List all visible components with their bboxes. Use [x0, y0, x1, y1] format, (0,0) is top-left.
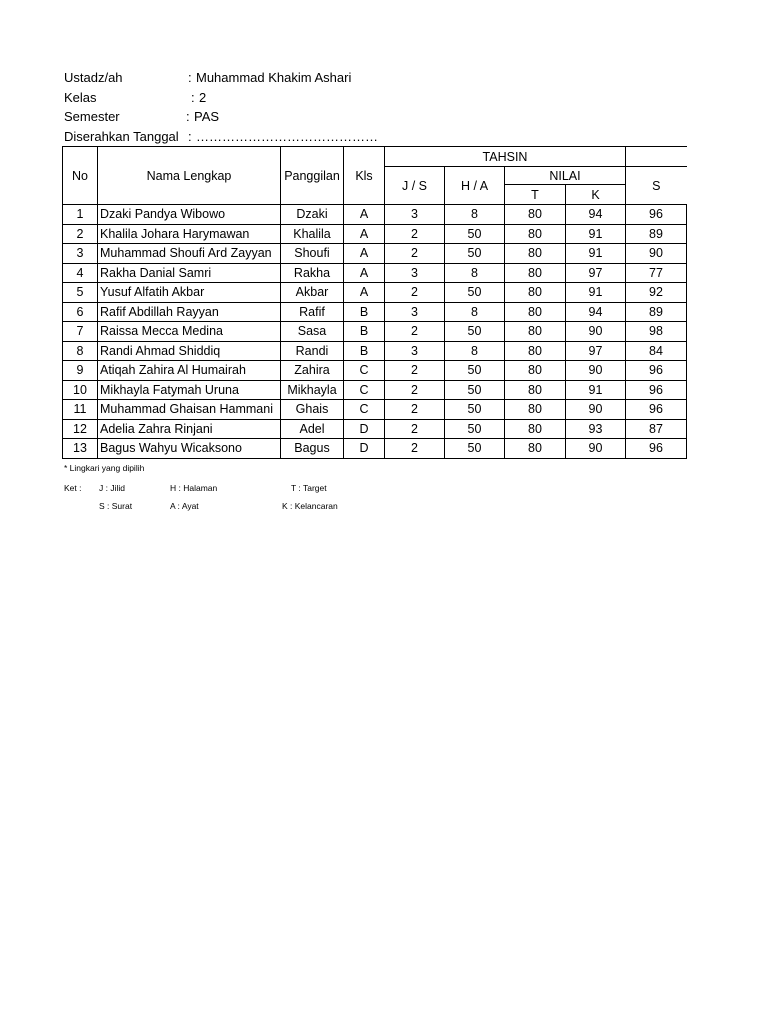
cell-kls: B — [344, 341, 385, 361]
cell-t: 80 — [505, 322, 566, 342]
col-header-nama-lengkap: Nama Lengkap — [98, 147, 281, 205]
table-row — [63, 341, 687, 361]
cell-nama-lengkap: Muhammad Shoufi Ard Zayyan — [98, 244, 281, 264]
cell-ha: 50 — [445, 283, 505, 303]
cell-ha: 50 — [445, 400, 505, 420]
cell-s: 89 — [626, 224, 687, 244]
cell-nama-lengkap: Muhammad Ghaisan Hammani — [98, 400, 281, 420]
cell-nama-lengkap: Adelia Zahra Rinjani — [98, 419, 281, 439]
header-value-tanggal: …………………………………… — [196, 128, 378, 144]
grades-table-body — [63, 205, 687, 459]
col-header-blank — [626, 147, 687, 167]
header-value-kelas: 2 — [199, 89, 207, 105]
cell-t: 80 — [505, 341, 566, 361]
cell-panggilan: Ghais — [281, 400, 344, 420]
col-header-tahsin: TAHSIN — [385, 147, 626, 167]
cell-s: 92 — [626, 283, 687, 303]
cell-ha: 50 — [445, 224, 505, 244]
cell-js: 2 — [385, 419, 445, 439]
col-header-kls: Kls — [344, 147, 385, 205]
cell-no: 10 — [63, 380, 98, 400]
report-header — [64, 68, 684, 146]
col-header-s: S — [626, 167, 687, 205]
cell-panggilan: Rafif — [281, 302, 344, 322]
cell-ha: 8 — [445, 302, 505, 322]
cell-k: 94 — [566, 302, 626, 322]
header-row-tanggal — [64, 127, 684, 147]
cell-nama-lengkap: Rakha Danial Samri — [98, 263, 281, 283]
cell-t: 80 — [505, 244, 566, 264]
cell-nama-lengkap: Bagus Wahyu Wicaksono — [98, 439, 281, 459]
cell-s: 98 — [626, 322, 687, 342]
cell-t: 80 — [505, 283, 566, 303]
cell-k: 91 — [566, 283, 626, 303]
cell-k: 91 — [566, 380, 626, 400]
cell-t: 80 — [505, 400, 566, 420]
ket-label: Ket : — [64, 483, 82, 493]
col-header-panggilan: Panggilan — [281, 147, 344, 205]
col-header-ha: H / A — [445, 167, 505, 205]
cell-panggilan: Randi — [281, 341, 344, 361]
col-header-no: No — [63, 147, 98, 205]
cell-panggilan: Mikhayla — [281, 380, 344, 400]
cell-ha: 8 — [445, 341, 505, 361]
cell-panggilan: Zahira — [281, 361, 344, 381]
cell-no: 12 — [63, 419, 98, 439]
cell-panggilan: Rakha — [281, 263, 344, 283]
cell-panggilan: Dzaki — [281, 205, 344, 225]
cell-no: 5 — [63, 283, 98, 303]
cell-no: 13 — [63, 439, 98, 459]
cell-kls: B — [344, 322, 385, 342]
cell-kls: C — [344, 361, 385, 381]
header-separator: : — [186, 109, 190, 124]
cell-nama-lengkap: Mikhayla Fatymah Uruna — [98, 380, 281, 400]
cell-js: 3 — [385, 302, 445, 322]
footnote: * Lingkari yang dipilih — [64, 463, 145, 473]
cell-ha: 8 — [445, 263, 505, 283]
cell-js: 2 — [385, 380, 445, 400]
cell-nama-lengkap: Randi Ahmad Shiddiq — [98, 341, 281, 361]
cell-s: 87 — [626, 419, 687, 439]
table-row — [63, 439, 687, 459]
cell-s: 96 — [626, 439, 687, 459]
legend-target: T : Target — [291, 483, 327, 493]
cell-no: 4 — [63, 263, 98, 283]
cell-k: 94 — [566, 205, 626, 225]
table-row — [63, 419, 687, 439]
cell-k: 90 — [566, 322, 626, 342]
cell-ha: 8 — [445, 205, 505, 225]
legend-jilid: J : Jilid — [99, 483, 125, 493]
cell-t: 80 — [505, 205, 566, 225]
header-row-top — [63, 147, 687, 167]
cell-ha: 50 — [445, 419, 505, 439]
cell-k: 91 — [566, 244, 626, 264]
col-header-k: K — [566, 185, 626, 205]
cell-nama-lengkap: Rafif Abdillah Rayyan — [98, 302, 281, 322]
header-separator: : — [188, 70, 192, 85]
header-label-kelas: Kelas — [64, 89, 97, 105]
cell-no: 6 — [63, 302, 98, 322]
cell-ha: 50 — [445, 380, 505, 400]
legend-surat: S : Surat — [99, 501, 133, 511]
table-row — [63, 263, 687, 283]
cell-t: 80 — [505, 263, 566, 283]
cell-t: 80 — [505, 419, 566, 439]
col-header-nilai: NILAI — [505, 167, 626, 185]
table-row — [63, 283, 687, 303]
cell-js: 2 — [385, 439, 445, 459]
cell-no: 2 — [63, 224, 98, 244]
cell-k: 93 — [566, 419, 626, 439]
cell-t: 80 — [505, 224, 566, 244]
table-row — [63, 205, 687, 225]
cell-s: 84 — [626, 341, 687, 361]
cell-kls: A — [344, 263, 385, 283]
header-value-ustadz: Muhammad Khakim Ashari — [196, 70, 352, 85]
header-separator: : — [191, 89, 195, 105]
header-row-ustadz — [64, 68, 684, 88]
legend-halaman: H : Halaman — [170, 483, 218, 493]
cell-no: 1 — [63, 205, 98, 225]
cell-t: 80 — [505, 380, 566, 400]
cell-kls: A — [344, 205, 385, 225]
cell-k: 90 — [566, 400, 626, 420]
legend-ayat: A : Ayat — [170, 501, 199, 511]
cell-kls: A — [344, 244, 385, 264]
cell-nama-lengkap: Atiqah Zahira Al Humairah — [98, 361, 281, 381]
cell-panggilan: Shoufi — [281, 244, 344, 264]
cell-nama-lengkap: Dzaki Pandya Wibowo — [98, 205, 281, 225]
cell-panggilan: Adel — [281, 419, 344, 439]
cell-s: 96 — [626, 205, 687, 225]
header-separator: : — [188, 128, 192, 144]
cell-s: 77 — [626, 263, 687, 283]
cell-k: 91 — [566, 224, 626, 244]
table-row — [63, 400, 687, 420]
cell-s: 89 — [626, 302, 687, 322]
cell-no: 3 — [63, 244, 98, 264]
cell-kls: C — [344, 380, 385, 400]
table-row — [63, 244, 687, 264]
table-row — [63, 224, 687, 244]
cell-s: 96 — [626, 361, 687, 381]
header-label-ustadz: Ustadz/ah — [64, 70, 123, 85]
cell-js: 2 — [385, 322, 445, 342]
cell-js: 2 — [385, 400, 445, 420]
table-row — [63, 302, 687, 322]
cell-k: 97 — [566, 341, 626, 361]
cell-no: 8 — [63, 341, 98, 361]
cell-kls: A — [344, 283, 385, 303]
cell-nama-lengkap: Raissa Mecca Medina — [98, 322, 281, 342]
cell-panggilan: Khalila — [281, 224, 344, 244]
cell-ha: 50 — [445, 439, 505, 459]
cell-kls: B — [344, 302, 385, 322]
cell-ha: 50 — [445, 244, 505, 264]
cell-no: 9 — [63, 361, 98, 381]
cell-t: 80 — [505, 361, 566, 381]
cell-js: 3 — [385, 263, 445, 283]
cell-js: 2 — [385, 361, 445, 381]
cell-kls: A — [344, 224, 385, 244]
grades-table — [62, 146, 687, 459]
col-header-t: T — [505, 185, 566, 205]
cell-js: 3 — [385, 341, 445, 361]
cell-js: 3 — [385, 205, 445, 225]
header-row-kelas — [64, 88, 684, 108]
cell-kls: D — [344, 419, 385, 439]
header-value-semester: PAS — [194, 109, 220, 124]
cell-panggilan: Bagus — [281, 439, 344, 459]
cell-s: 96 — [626, 380, 687, 400]
header-row-semester — [64, 107, 684, 127]
legend-kelancaran: K : Kelancaran — [282, 501, 338, 511]
cell-t: 80 — [505, 439, 566, 459]
cell-s: 96 — [626, 400, 687, 420]
cell-ha: 50 — [445, 361, 505, 381]
header-label-tanggal: Diserahkan Tanggal — [64, 128, 179, 144]
table-row — [63, 361, 687, 381]
cell-panggilan: Akbar — [281, 283, 344, 303]
cell-no: 7 — [63, 322, 98, 342]
table-row — [63, 380, 687, 400]
cell-nama-lengkap: Yusuf Alfatih Akbar — [98, 283, 281, 303]
cell-k: 90 — [566, 361, 626, 381]
header-label-semester: Semester — [64, 109, 120, 124]
cell-s: 90 — [626, 244, 687, 264]
cell-panggilan: Sasa — [281, 322, 344, 342]
cell-ha: 50 — [445, 322, 505, 342]
cell-k: 90 — [566, 439, 626, 459]
table-row — [63, 322, 687, 342]
cell-js: 2 — [385, 283, 445, 303]
col-header-js: J / S — [385, 167, 445, 205]
cell-t: 80 — [505, 302, 566, 322]
cell-kls: C — [344, 400, 385, 420]
cell-nama-lengkap: Khalila Johara Harymawan — [98, 224, 281, 244]
cell-k: 97 — [566, 263, 626, 283]
cell-no: 11 — [63, 400, 98, 420]
cell-kls: D — [344, 439, 385, 459]
cell-js: 2 — [385, 244, 445, 264]
cell-js: 2 — [385, 224, 445, 244]
